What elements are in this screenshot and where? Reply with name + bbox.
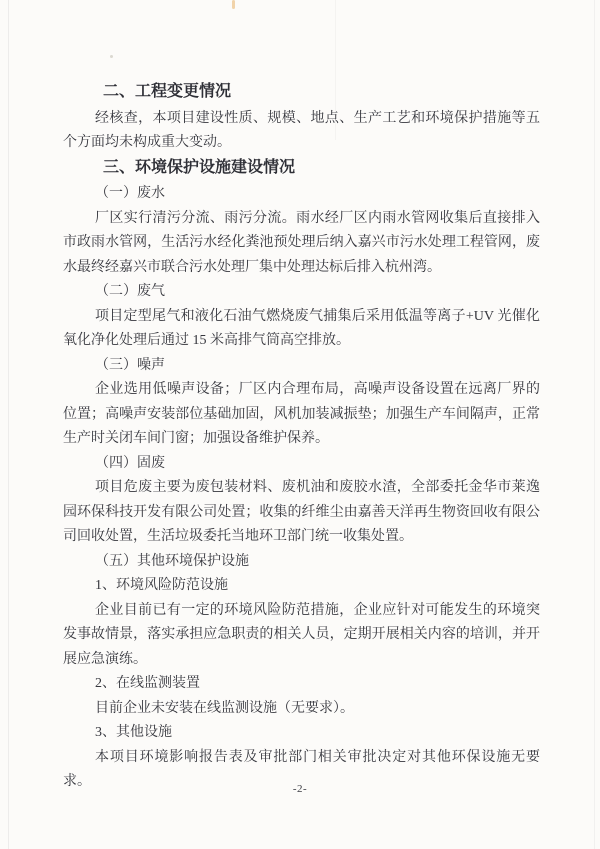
paragraph-wastewater: 厂区实行清污分流、雨污分流。雨水经厂区内雨水管网收集后直接排入市政雨水管网，生活污水经化粪池预处理后纳入嘉兴市污水处理工程管网，废水最终经嘉兴市联合污水处理厂集中处理达标后排入杭州湾。 [63,210,540,275]
paragraph-project-changes: 经核查，本项目建设性质、规模、地点、生产工艺和环境保护措施等五个方面均未构成重大变动。 [63,110,540,150]
subsection-5-other-facilities: （五）其他环境保护设施 [95,553,249,569]
heading-section-2-project-changes: 二、工程变更情况 [103,83,232,100]
paragraph-other-installations: 本项目环境影响报告表及审批部门相关审批决定对其他环保设施无要求。 [63,749,540,789]
paragraph-noise: 企业选用低噪声设备；厂区内合理布局，高噪声设备设置在远离厂界的位置；高噪声安装部位基础加固，风机加装减振垫；加强生产车间隔声，正常生产时关闭车间门窗；加强设备维护保养。 [63,382,540,446]
subsection-1-wastewater: （一）废水 [95,186,165,201]
paragraph-waste-gas: 项目定型尾气和液化石油气燃烧废气捕集后采用低温等离子+UV 光催化氧化净化处理后通过 15 米高排气筒高空排放。 [63,308,540,348]
paragraph-online-monitoring: 目前企业未安装在线监测设施（无要求）。 [95,700,354,716]
paragraph-risk-prevention: 企业目前已有一定的环境风险防范措施，企业应针对可能发生的环境突发事故情景，落实承担应急职责的相关人员，定期开展相关内容的培训，并开展应急演练。 [63,602,540,667]
subitem-2-online-monitoring: 2、在线监测装置 [95,676,200,691]
scan-artifact-right-edge-line [594,0,595,849]
subitem-1-risk-prevention: 1、环境风险防范设施 [95,578,228,593]
document-body [63,80,540,795]
subsection-2-waste-gas: （二）废气 [95,284,165,299]
scan-artifact-orange-mark [232,0,235,9]
subsection-4-solid-waste: （四）固废 [95,455,165,471]
scan-artifact-dot [110,55,113,58]
paragraph-solid-waste: 项目危废主要为废包装材料、废机油和废胶水渣，全部委托金华市莱逸园环保科技开发有限公司处置；收集的纤维尘由嘉善天洋再生物资回收有限公司回收处置，生活垃圾委托当地环卫部门统一收集处置。 [63,480,540,544]
subitem-3-other-installations: 3、其他设施 [95,725,172,740]
page-number: -2- [292,783,308,795]
heading-section-3-env-protection: 三、环境保护设施建设情况 [103,158,296,176]
scan-artifact-left-edge-line [8,0,9,849]
subsection-3-noise: （三）噪声 [95,357,165,373]
